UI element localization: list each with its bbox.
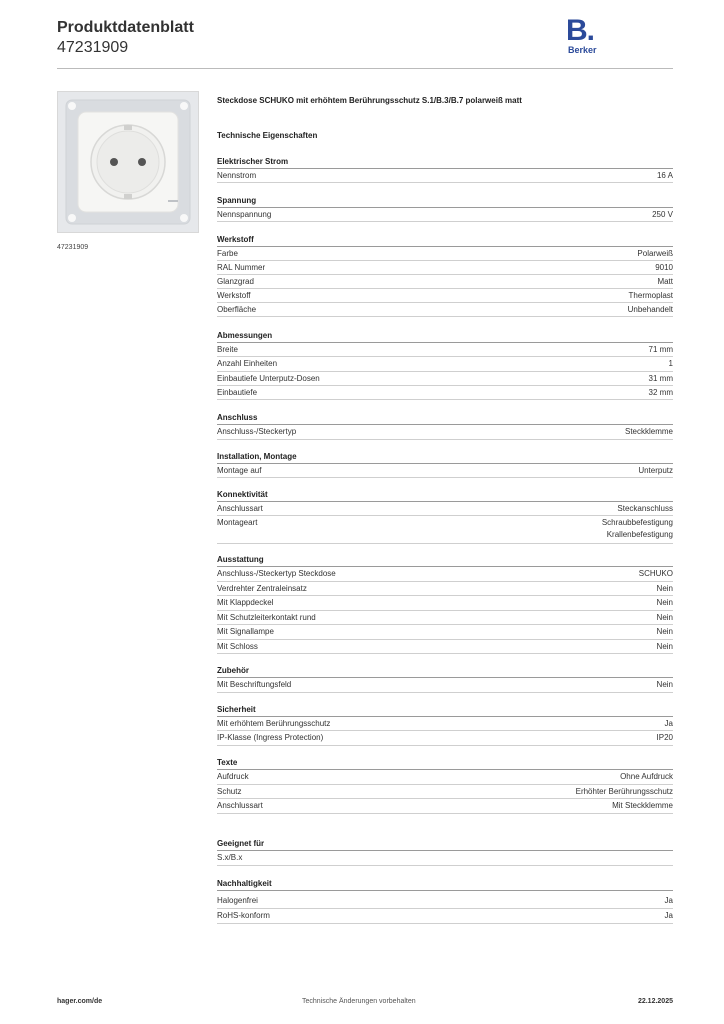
row-value: Thermoplast — [628, 291, 673, 300]
table-row — [217, 247, 673, 261]
row-label: Werkstoff — [217, 291, 251, 300]
row-label: Anschluss-/Steckertyp Steckdose — [217, 569, 336, 578]
product-image — [57, 91, 199, 233]
row-label: RoHS-konform — [217, 911, 270, 920]
section-title-ausstattung: Ausstattung — [217, 555, 264, 564]
row-value: Erhöhter Berührungsschutz — [575, 787, 673, 796]
row-value: 1 — [668, 359, 673, 368]
row-value: Matt — [657, 277, 673, 286]
table-row — [217, 596, 673, 611]
table-row — [217, 386, 673, 400]
section-title-installation: Installation, Montage — [217, 452, 297, 461]
image-caption: 47231909 — [57, 244, 89, 251]
row-value: Nein — [656, 680, 673, 689]
row-value: Nein — [656, 627, 673, 636]
row-value: 9010 — [655, 263, 673, 272]
row-value: Polarweiß — [637, 249, 673, 258]
section-title-texte: Texte — [217, 758, 238, 767]
row-value: Schraubbefestigung — [601, 518, 673, 527]
row-value: 250 V — [652, 210, 673, 219]
row-value: Steckklemme — [624, 427, 673, 436]
row-label: Mit erhöhtem Berührungsschutz — [217, 719, 331, 728]
product-name: Steckdose SCHUKO mit erhöhtem Berührungsschutz S.1/B.3/B.7 polarweiß matt — [217, 96, 522, 105]
row-value: 31 mm — [648, 374, 673, 383]
table-row — [217, 275, 673, 289]
brand-letter: B. — [566, 14, 594, 47]
row-label: Breite — [217, 345, 238, 354]
footer-date: 22.12.2025 — [637, 998, 673, 1005]
row-label: Montage auf — [217, 466, 262, 475]
table-row — [217, 909, 673, 924]
row-value: Unbehandelt — [627, 305, 673, 314]
section-title-geeignet: Geeignet für — [217, 839, 265, 848]
table-row — [217, 640, 673, 654]
brand-name: Berker — [568, 45, 597, 55]
row-label: Einbautiefe Unterputz-Dosen — [217, 374, 320, 383]
section-title-konnektivitaet: Konnektivität — [217, 490, 268, 499]
table-row — [217, 303, 673, 317]
row-label: Mit Schutzleiterkontakt rund — [217, 613, 316, 622]
table-row — [217, 208, 673, 222]
table-row — [217, 516, 673, 544]
table-row — [217, 357, 673, 372]
row-value: 16 A — [656, 171, 673, 180]
row-label: Anzahl Einheiten — [217, 359, 278, 368]
section-title-werkstoff: Werkstoff — [217, 235, 254, 244]
table-row — [217, 894, 673, 909]
row-label: Aufdruck — [217, 772, 249, 781]
row-value: Ohne Aufdruck — [620, 772, 673, 781]
socket-illustration — [58, 92, 198, 232]
row-value: Ja — [664, 911, 673, 920]
section-title-abmessungen: Abmessungen — [217, 331, 273, 340]
table-row — [217, 678, 673, 693]
row-label: Montageart — [217, 518, 258, 527]
section-title-nachhaltigkeit: Nachhaltigkeit — [217, 879, 272, 888]
row-label: Anschluss-/Steckertyp — [217, 427, 297, 436]
table-row — [217, 425, 673, 440]
row-label: Mit Schloss — [217, 642, 258, 651]
section-title-anschluss: Anschluss — [217, 413, 258, 422]
table-row — [217, 731, 673, 746]
document-title: Produktdatenblatt — [57, 19, 194, 36]
row-label: Anschlussart — [217, 504, 263, 513]
row-label: Anschlussart — [217, 801, 263, 810]
row-label: Einbautiefe — [217, 388, 258, 397]
row-value: Nein — [656, 584, 673, 593]
row-label: Glanzgrad — [217, 277, 254, 286]
row-value-second-line: Krallenbefestigung — [606, 530, 673, 539]
section-title-sicherheit: Sicherheit — [217, 705, 256, 714]
table-row — [217, 582, 673, 596]
table-row — [217, 372, 673, 386]
table-row — [217, 785, 673, 799]
table-row — [217, 502, 673, 516]
section-title-zubehoer: Zubehör — [217, 666, 249, 675]
table-row — [217, 799, 673, 814]
tech-properties-heading: Technische Eigenschaften — [217, 131, 318, 140]
row-value: 32 mm — [648, 388, 673, 397]
section-title-spannung: Spannung — [217, 196, 257, 205]
footer-website: hager.com/de — [57, 998, 103, 1005]
article-number: 47231909 — [57, 39, 129, 56]
row-label: Mit Beschriftungsfeld — [217, 680, 292, 689]
berker-logo — [566, 16, 606, 58]
row-value: Nein — [656, 642, 673, 651]
row-label: Farbe — [217, 249, 238, 258]
table-row — [217, 343, 673, 357]
table-row — [217, 770, 673, 785]
table-row — [217, 611, 673, 625]
row-value: Nein — [656, 613, 673, 622]
row-label: RAL Nummer — [217, 263, 266, 272]
row-value: Ja — [664, 719, 673, 728]
row-label: Nennspannung — [217, 210, 272, 219]
row-value: Ja — [664, 896, 673, 905]
table-row — [217, 625, 673, 640]
row-label: Schutz — [217, 787, 242, 796]
table-row — [217, 464, 673, 478]
row-label: Halogenfrei — [217, 896, 258, 905]
section-title-strom: Elektrischer Strom — [217, 157, 289, 166]
table-row — [217, 289, 673, 303]
table-row — [217, 261, 673, 275]
row-value: SCHUKO — [638, 569, 673, 578]
row-value: Unterputz — [638, 466, 673, 475]
row-label: IP-Klasse (Ingress Protection) — [217, 733, 324, 742]
header-divider — [57, 68, 673, 69]
row-label: Mit Signallampe — [217, 627, 274, 636]
row-value: Nein — [656, 598, 673, 607]
row-value: Mit Steckklemme — [612, 801, 673, 810]
table-row — [217, 851, 673, 866]
table-row — [217, 567, 673, 582]
row-value: Steckanschluss — [617, 504, 673, 513]
row-label: Mit Klappdeckel — [217, 598, 274, 607]
document-header — [57, 18, 194, 58]
row-label: Verdrehter Zentraleinsatz — [217, 584, 307, 593]
row-value: IP20 — [656, 733, 673, 742]
row-label: S.x/B.x — [217, 853, 243, 862]
row-label: Oberfläche — [217, 305, 257, 314]
row-label: Nennstrom — [217, 171, 257, 180]
footer-disclaimer: Technische Änderungen vorbehalten — [302, 998, 416, 1005]
section-rule — [217, 890, 673, 891]
row-value: 71 mm — [648, 345, 673, 354]
table-row — [217, 717, 673, 731]
table-row — [217, 169, 673, 183]
